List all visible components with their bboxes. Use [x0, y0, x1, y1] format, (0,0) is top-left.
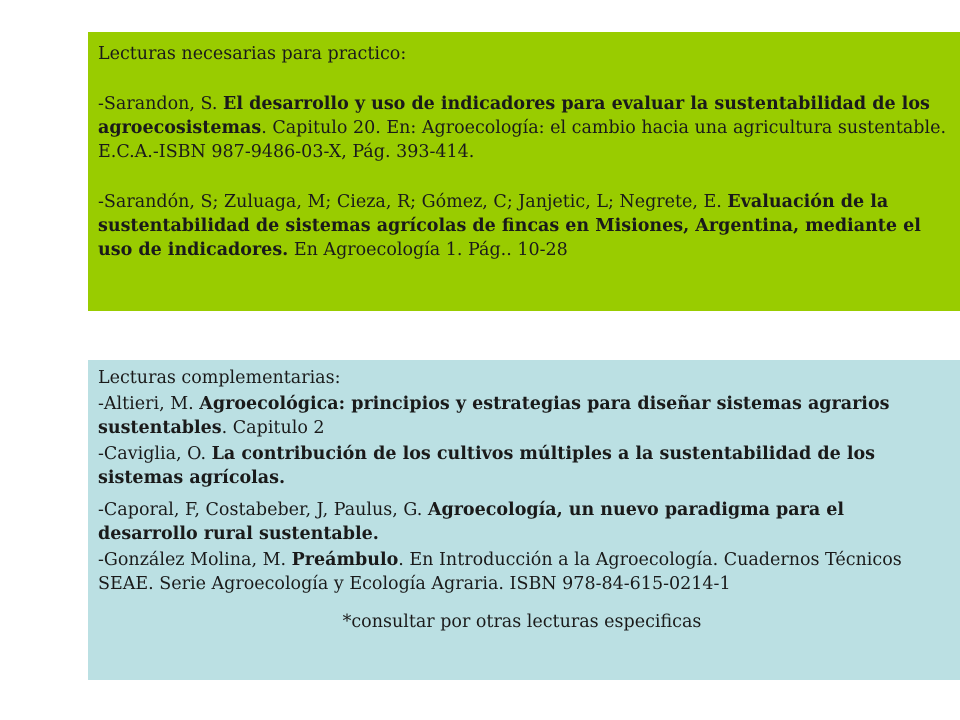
entry-title: Agroecología, un nuevo paradigma para el desarrollo rural sustentable. [98, 500, 845, 544]
entry-authors: -Sarandon, S. [98, 94, 224, 114]
entry-title: Preámbulo [291, 550, 399, 570]
entry-details: . Capitulo 20. En: Agroecología: el cambio hacia una agricultura sustentable. E.C.A.-ISBN 987-9486-03-X, Pág. 393-414. [98, 118, 947, 162]
complementary-reading-entry [98, 392, 946, 440]
complementary-readings-heading: Lecturas complementarias: [98, 368, 341, 388]
entry-authors: -Caviglia, O. [98, 444, 212, 464]
entry-authors: -González Molina, M. [98, 550, 292, 570]
entry-details: En Agroecología 1. Pág.. 10-28 [288, 240, 568, 260]
complementary-readings-box [88, 360, 960, 680]
entry-authors: -Altieri, M. [98, 394, 200, 414]
entry-title: Agroecológica: principios y estrategias para diseñar sistemas agrarios sustentables [98, 394, 890, 438]
required-readings-box [88, 32, 960, 311]
required-readings-heading: Lecturas necesarias para practico: [98, 44, 407, 64]
additional-readings-note: *consultar por otras lecturas especificas [342, 612, 702, 632]
entry-title: Evaluación de la sustentabilidad de sistemas agrícolas de fincas en Misiones, Argentina, mediante el uso de indicadores. [98, 192, 921, 260]
entry-title: La contribución de los cultivos múltiples a la sustentabilidad de los sistemas agrícolas. [98, 444, 875, 488]
entry-authors: -Caporal, F, Costabeber, J, Paulus, G. [98, 500, 428, 520]
entry-title: El desarrollo y uso de indicadores para evaluar la sustentabilidad de los agroecosistemas [98, 94, 930, 138]
entry-details: . En Introducción a la Agroecología. Cuadernos Técnicos SEAE. Serie Agroecología y Ecología Agraria. ISBN 978-84-615-0214-1 [98, 550, 902, 594]
required-reading-entry [98, 92, 946, 164]
complementary-reading-entry [98, 442, 946, 490]
entry-authors: -Sarandón, S; Zuluaga, M; Cieza, R; Gómez, C; Janjetic, L; Negrete, E. [98, 192, 728, 212]
entry-details: . Capitulo 2 [221, 418, 325, 438]
complementary-reading-entry [98, 498, 946, 546]
complementary-reading-entry [98, 548, 946, 596]
required-reading-entry [98, 190, 946, 262]
